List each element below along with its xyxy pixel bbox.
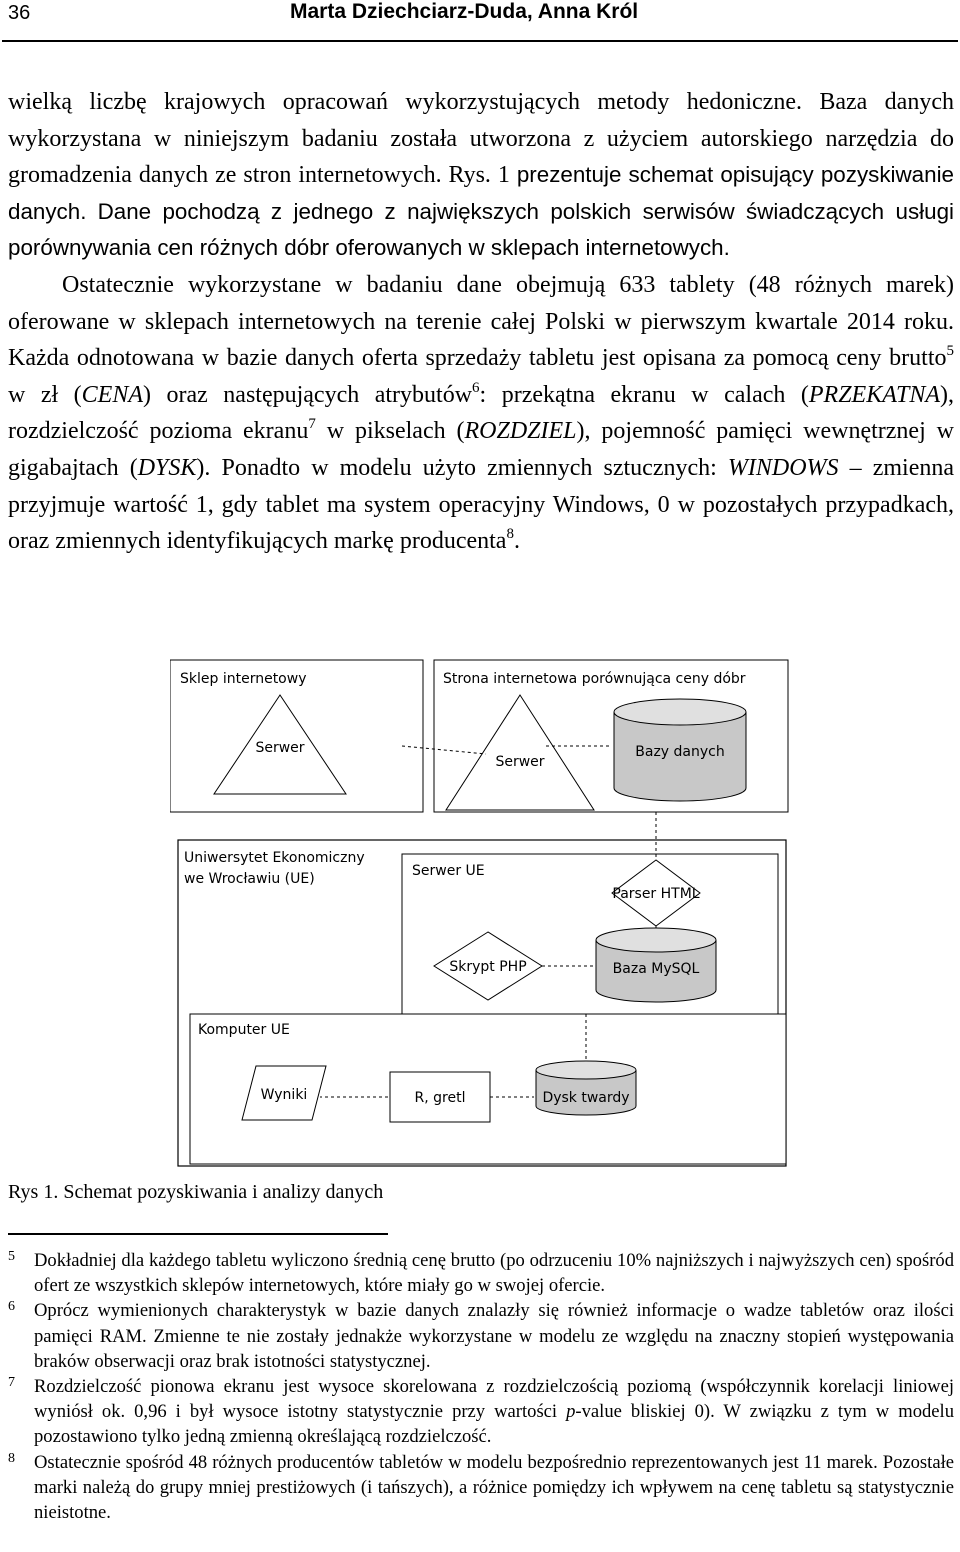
footnote-ref-6[interactable]: 6 — [472, 379, 480, 396]
paragraph-2 — [8, 267, 954, 560]
shop-label: Sklep internetowy — [180, 671, 307, 687]
database-cylinder — [614, 699, 746, 801]
parser-label: Parser HTML — [612, 886, 700, 902]
footnote-ref-8[interactable]: 8 — [506, 526, 514, 543]
portal-server-label: Serwer — [495, 754, 545, 770]
var-cena: CENA — [81, 381, 143, 408]
disk-label: Dysk twardy — [542, 1090, 630, 1106]
p2-text-4: : przekątna ekranu w calach ( — [479, 381, 809, 408]
footnote-italic-p: p — [566, 1401, 576, 1423]
figure-caption: Rys 1. Schemat pozyskiwania i analizy danych — [8, 1181, 384, 1203]
footnote-text: Ostatecznie spośród 48 różnych producentów tabletów w modelu bezpośrednio reprezentowanych jest 11 marek. Pozostałe marki należą do grupy mniej prestiżowych (i tańszych), a różnice pomiędzy ich wpływem na cenę tabletu są statystycznie nieistotne. — [34, 1451, 954, 1524]
body-text — [8, 84, 954, 560]
footnote-text-cont: -value bliskiej 0). W związku z tym w modelu pozostawiono tylko jedną zmienną określającą rozdzielczość. — [34, 1401, 954, 1448]
r-gretl-box — [390, 1072, 490, 1122]
var-windows: WINDOWS — [727, 454, 839, 481]
mysql-label: Baza MySQL — [612, 961, 700, 977]
database-label: Bazy danych — [635, 744, 725, 760]
shop-server-label: Serwer — [255, 740, 305, 756]
var-rozdziel: ROZDZIEL — [464, 418, 577, 445]
header-rule — [2, 40, 958, 42]
footnote-ref-5[interactable]: 5 — [946, 343, 954, 360]
footnote-rule — [8, 1233, 388, 1235]
disk-cylinder — [536, 1061, 636, 1115]
p2-text-5: ), rozdzielczość pozioma ekranu — [8, 381, 955, 445]
p1-sentence-3: Dane pochodzą z jednego z największych polskich serwisów świadczących usługi porównywania cen różnych dóbr oferowanych w sklepach internetowych. — [8, 198, 954, 261]
r-gretl-label: R, gretl — [414, 1090, 466, 1106]
results-label: Wyniki — [260, 1087, 308, 1103]
php-label: Skrypt PHP — [449, 959, 527, 975]
data-acquisition-diagram — [170, 650, 790, 1175]
footnote-ref-7[interactable]: 7 — [308, 416, 316, 433]
page-number: 36 — [8, 2, 31, 24]
footnote-7 — [8, 1374, 954, 1450]
p2-text-9: – zmienna przyjmuje wartość 1, gdy tablet ma system operacyjny Windows, 0 w pozostałych przypadkach, oraz zmiennych identyfikujących markę producenta — [8, 454, 954, 555]
footnote-5 — [8, 1248, 954, 1298]
running-header — [0, 0, 960, 46]
p2-text-1: Ostatecznie wykorzystane w badaniu dane obejmują 633 tablety (48 różnych marek) oferowane w sklepach internetowych na terenie całej Polski w pierwszym kwartale 2014 roku. Każda odnotowana w bazie danych oferta sprzedaży tabletu jest opisana za pomocą ceny brutto — [8, 271, 954, 372]
footnote-6 — [8, 1298, 954, 1374]
footnotes — [8, 1248, 954, 1525]
footnote-text: Oprócz wymienionych charakterystyk w bazie danych znalazły się również informacje o wadze tabletów oraz ilości pamięci RAM. Zmienne te nie zostały jednakże wykorzystane w modelu ze względu na znaczny stopień występowania braków obserwacji oraz brak istotności statystycznej. — [34, 1300, 954, 1372]
footnote-number: 6 — [8, 1299, 15, 1315]
var-dysk: DYSK — [137, 454, 197, 481]
p1-sentence-1: wielką liczbę krajowych opracowań wykorzystujących metody hedoniczne. Baza danych wykorzystana w niniejszym badaniu została utworzona z użyciem autorskiego narzędzia do gromadzenia danych ze stron internetowych. Rys. 1 — [8, 89, 954, 189]
p2-text-10: . — [513, 528, 520, 555]
p2-text-2: w zł ( — [8, 381, 82, 408]
p2-text-7: ), pojemność pamięci wewnętrznej w gigabajtach ( — [8, 418, 954, 481]
footnote-number: 5 — [8, 1249, 15, 1264]
paragraph-1 — [8, 84, 954, 267]
mysql-cylinder — [596, 928, 716, 1002]
footnote-text: Dokładniej dla każdego tabletu wyliczono średnią cenę brutto (po odrzuceniu 10% najniższych i najwyższych cen) spośród ofert ze wszystkich sklepów internetowych, które miały go w swojej ofercie. — [34, 1250, 954, 1297]
ue-server-box — [402, 854, 778, 1014]
footnote-8 — [8, 1450, 954, 1526]
running-head-authors: Marta Dziechciarz-Duda, Anna Król — [290, 0, 639, 23]
results-parallelogram — [242, 1066, 326, 1120]
footnote-text: Rozdzielczość pionowa ekranu jest wysoce skorelowana z rozdzielczością poziomą (współczynnik korelacji liniowej wyniósł ok. 0,96 i był wysoce istotny statystycznie przy wartości — [34, 1376, 954, 1423]
p2-text-3: ) oraz następujących atrybutów — [143, 381, 473, 408]
var-przekatna: PRZEKATNA — [808, 381, 941, 408]
ue-label-line2: we Wrocławiu (UE) — [184, 871, 315, 887]
p2-text-8: ). Ponadto w modelu użyto zmiennych sztucznych: — [196, 454, 728, 481]
portal-label: Strona internetowa porównująca ceny dóbr — [443, 671, 746, 687]
computer-label: Komputer UE — [198, 1022, 290, 1038]
p2-text-6: w pikselach ( — [315, 418, 465, 445]
p1-sentence-2: prezentuje schemat opisujący pozyskiwanie danych. — [8, 162, 955, 224]
footnote-number: 7 — [8, 1375, 15, 1391]
ue-server-label: Serwer UE — [412, 863, 485, 879]
ue-label-line1: Uniwersytet Ekonomiczny — [184, 850, 365, 866]
footnote-number: 8 — [8, 1450, 15, 1466]
